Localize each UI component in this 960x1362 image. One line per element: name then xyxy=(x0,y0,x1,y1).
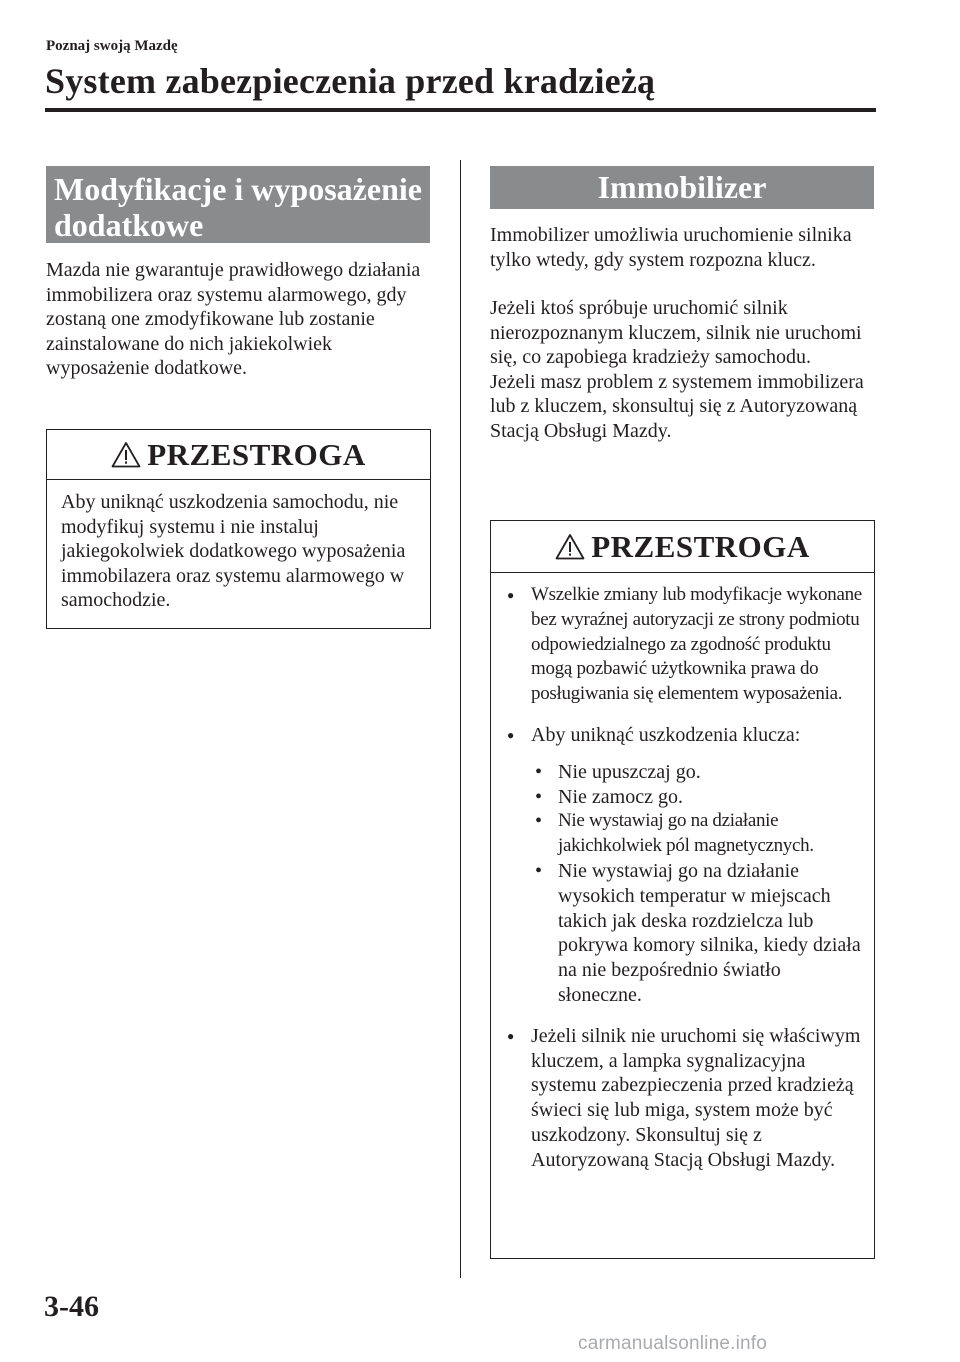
list-item: ● Jeżeli silnik nie uruchomi się właściwym kluczem, a lampka sygnalizacyjna systemu zabezpieczenia przed kradzieżą świeci się lub miga, system może być uszkodzony. Skonsultuj się z Autoryzowaną Stacją Obsługi Mazdy. xyxy=(503,1024,862,1173)
caution-header xyxy=(491,521,874,573)
page-title: System zabezpieczenia przed kradzieżą xyxy=(45,61,656,101)
list-item xyxy=(503,723,862,1008)
warning-triangle-icon xyxy=(555,533,585,560)
sub-list-item: • Nie wystawiaj go na działanie jakichkolwiek pól magnetycznych. xyxy=(531,809,862,859)
section-heading-line: dodatkowe xyxy=(54,207,204,243)
immobilizer-body-text xyxy=(490,223,875,443)
modifications-body-text: Mazda nie gwarantuje prawidłowego działania immobilizera oraz systemu alarmowego, gdy zostaną one zmodyfikowane lub zostanie zainstalowane do nich jakiekolwiek wyposażenie dodatkowe. xyxy=(46,259,421,379)
list-item: ● Wszelkie zmiany lub modyfikacje wykonane bez wyraźnej autoryzacji ze strony podmiotu odpowiedzialnego za zgodność produktu mogą pozbawić użytkownika prawa do posługiwania się elementem wyposażenia. xyxy=(503,583,862,707)
section-heading-line: Modyfikacje i wyposażenie xyxy=(54,171,422,207)
caution-list xyxy=(503,583,862,1173)
caution-body xyxy=(491,573,874,1173)
caution-box-modifications xyxy=(46,429,431,629)
paragraph: Jeżeli masz problem z systemem immobilizera lub z kluczem, skonsultuj się z Autoryzowaną Stacją Obsługi Mazdy. xyxy=(490,370,864,442)
caution-title: PRZESTROGA xyxy=(591,528,810,564)
paragraph: Immobilizer umożliwia uruchomienie silnika tylko wtedy, gdy system rozpozna klucz. xyxy=(490,224,852,271)
sub-list xyxy=(531,760,862,1008)
warning-triangle-icon xyxy=(111,441,141,468)
watermark: carmanualsonline.info xyxy=(578,1333,768,1354)
sub-list-item: • Nie upuszczaj go. xyxy=(531,760,862,785)
paragraph: Jeżeli ktoś spróbuje uruchomić silnik nierozpoznanym kluczem, silnik nie uruchomi się, co zapobiega kradzieży samochodu. xyxy=(490,297,862,368)
page-number: 3-46 xyxy=(44,1290,99,1323)
list-item-text: Aby uniknąć uszkodzenia klucza: xyxy=(531,723,801,746)
column-divider xyxy=(460,160,461,1278)
section-heading-immobilizer: Immobilizer xyxy=(490,166,874,209)
breadcrumb: Poznaj swoją Mazdę xyxy=(46,38,178,54)
header-rule xyxy=(45,108,876,112)
caution-title: PRZESTROGA xyxy=(147,436,366,472)
section-heading-modifications xyxy=(46,166,430,243)
caution-header xyxy=(47,430,430,480)
caution-box-immobilizer xyxy=(490,520,875,1259)
caution-text: Aby uniknąć uszkodzenia samochodu, nie modyfikuj systemu i nie instaluj jakiegokolwiek dodatkowego wyposażenia immobilazera oraz systemu alarmowego w samochodzie. xyxy=(61,491,406,611)
sub-list-item: • Nie wystawiaj go na działanie wysokich temperatur w miejscach takich jak deska rozdzielcza lub pokrywa komory silnika, kiedy działa na nie bezpośrednio światło słoneczne. xyxy=(531,859,862,1008)
sub-list-item: • Nie zamocz go. xyxy=(531,785,862,810)
